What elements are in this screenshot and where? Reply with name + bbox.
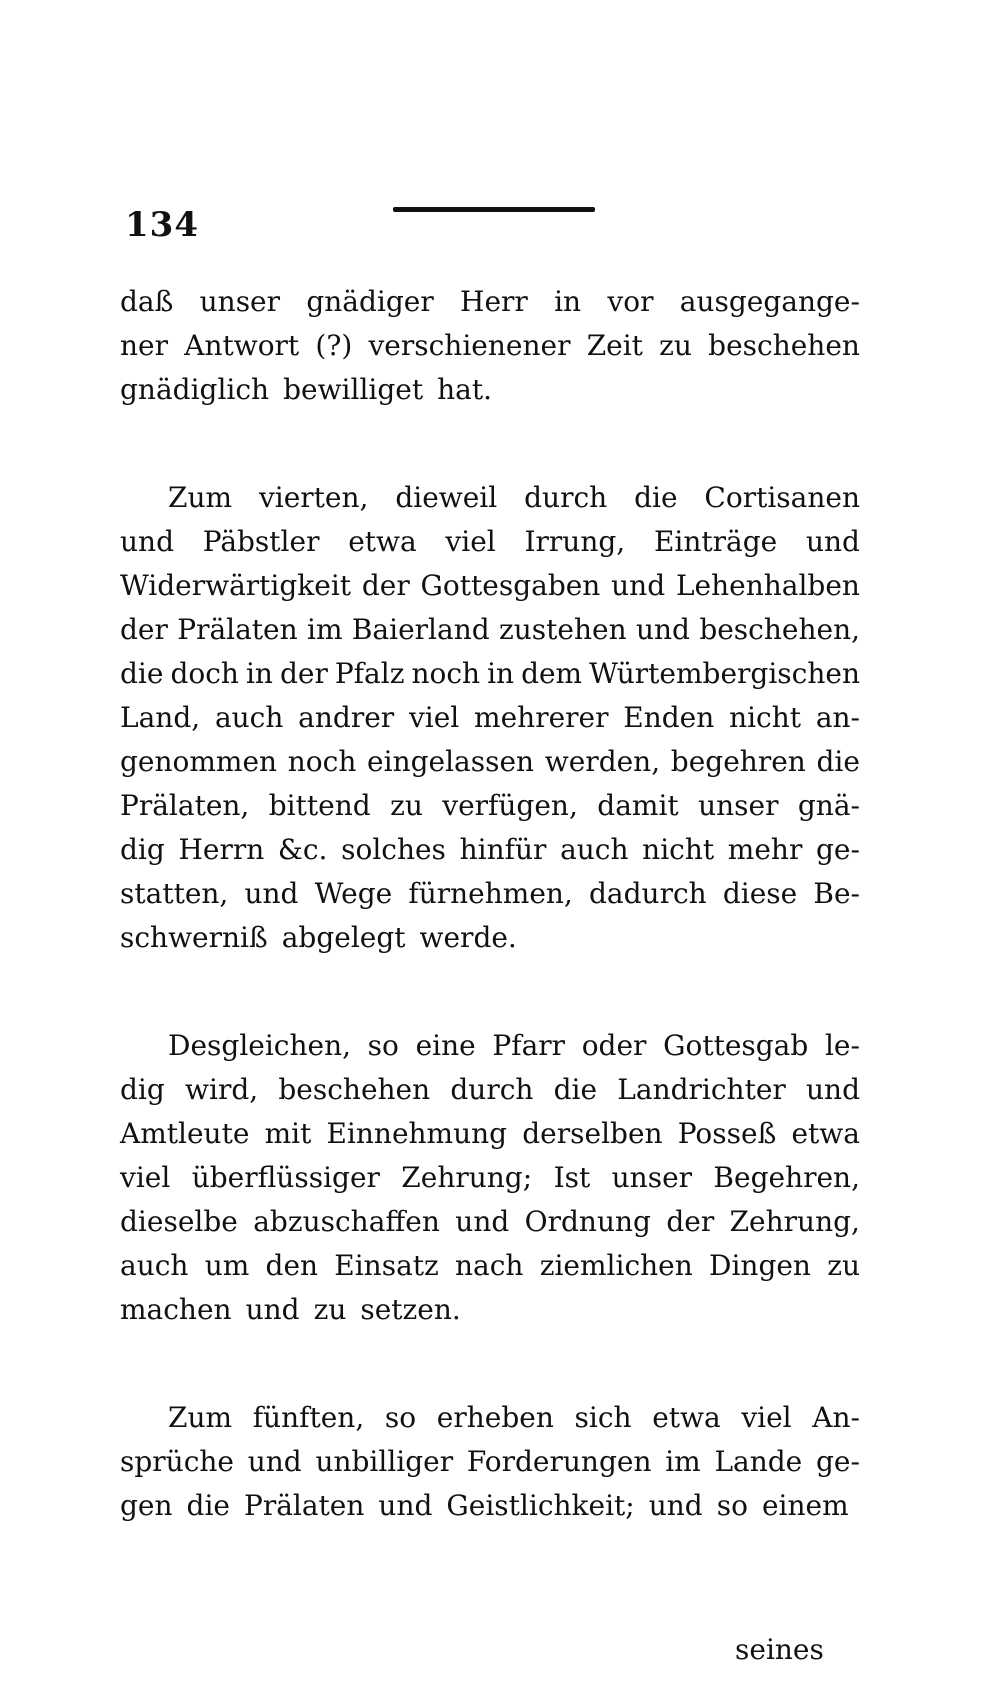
text-line: Zum fünften, so erheben sich etwa viel An- (168, 1401, 860, 1434)
page-number: 134 (125, 205, 199, 245)
text-line: gnädiglich bewilliget hat. (120, 373, 492, 406)
text-line: die doch in der Pfalz noch in dem Würtembergischen (120, 657, 860, 690)
text-line: machen und zu setzen. (120, 1293, 461, 1326)
text-line: statten, und Wege fürnehmen, dadurch diese Be- (120, 877, 860, 910)
page-header (125, 205, 885, 255)
body-text (120, 280, 860, 1528)
header-rule (393, 207, 595, 212)
text-line: Widerwärtigkeit der Gottesgaben und Lehenhalben (120, 569, 860, 602)
text-line: ner Antwort (?) verschienener Zeit zu beschehen (120, 329, 860, 362)
text-line: viel überflüssiger Zehrung; Ist unser Begehren, (120, 1161, 860, 1194)
text-line: dig wird, beschehen durch die Landrichter und (120, 1073, 860, 1106)
text-line: Desgleichen, so eine Pfarr oder Gottesgab le- (168, 1029, 860, 1062)
text-line: dieselbe abzuschaffen und Ordnung der Zehrung, (120, 1205, 860, 1238)
text-line: schwerniß abgelegt werde. (120, 921, 517, 954)
text-line: der Prälaten im Baierland zustehen und beschehen, (120, 613, 860, 646)
text-line: genommen noch eingelassen werden, begehren die (120, 745, 860, 778)
text-line: dig Herrn &c. solches hinfür auch nicht mehr ge- (120, 833, 860, 866)
text-line: sprüche und unbilliger Forderungen im Lande ge- (120, 1445, 860, 1478)
paragraph (120, 476, 860, 960)
text-line: und Päbstler etwa viel Irrung, Einträge und (120, 525, 860, 558)
text-line: Land, auch andrer viel mehrerer Enden nicht an- (120, 701, 860, 734)
text-line: auch um den Einsatz nach ziemlichen Dingen zu (120, 1249, 860, 1282)
text-line: Amtleute mit Einnehmung derselben Posseß etwa (120, 1117, 860, 1150)
text-line: Prälaten, bittend zu verfügen, damit unser gnä- (120, 789, 860, 822)
paragraph (120, 1024, 860, 1332)
paragraph (120, 280, 860, 412)
text-line: daß unser gnädiger Herr in vor ausgegange- (120, 285, 860, 318)
text-line: Zum vierten, dieweil durch die Cortisanen (168, 481, 860, 514)
paragraph (120, 1396, 860, 1528)
catchword: seines (735, 1633, 824, 1666)
text-line: gen die Prälaten und Geistlichkeit; und so einem (120, 1489, 849, 1522)
